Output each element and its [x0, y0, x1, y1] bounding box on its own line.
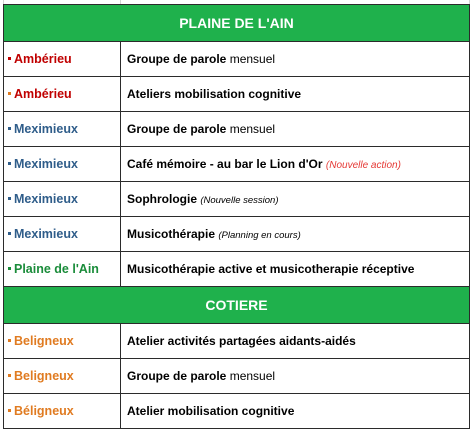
bullet-icon [8, 267, 11, 270]
program-table [3, 4, 470, 429]
bullet-icon [8, 197, 11, 200]
activity-name: Groupe de parole [127, 122, 227, 136]
table-row [4, 147, 470, 182]
table-row [4, 359, 470, 394]
location-name: Meximieux [14, 192, 78, 206]
bullet-icon [8, 162, 11, 165]
table-row [4, 77, 470, 112]
activity-note: (Planning en cours) [218, 230, 301, 241]
location-cell[interactable] [4, 112, 121, 147]
activity-cell[interactable] [121, 112, 470, 147]
location-cell[interactable] [4, 77, 121, 112]
table-row [4, 324, 470, 359]
activity-cell[interactable] [121, 359, 470, 394]
table-row [4, 394, 470, 429]
activity-cell[interactable] [121, 147, 470, 182]
location-cell[interactable] [4, 147, 121, 182]
location-name: Beligneux [14, 369, 74, 383]
activity-name: Sophrologie [127, 192, 197, 206]
location-name: Beligneux [14, 334, 74, 348]
activity-extra: mensuel [226, 369, 276, 383]
location-name: Ambérieu [14, 87, 72, 101]
activity-extra: mensuel [226, 52, 276, 66]
section-title[interactable]: COTIERE [4, 287, 470, 324]
activity-name: Groupe de parole [127, 52, 227, 66]
location-name: Béligneux [14, 404, 74, 418]
table-row [4, 112, 470, 147]
activity-name: Café mémoire - au bar le Lion d'Or [127, 157, 323, 171]
table-row [4, 42, 470, 77]
bullet-icon [8, 374, 11, 377]
location-name: Meximieux [14, 157, 78, 171]
activity-cell[interactable] [121, 394, 470, 429]
location-name: Plaine de l'Ain [14, 262, 99, 276]
bullet-icon [8, 57, 11, 60]
bullet-icon [8, 232, 11, 235]
table-row [4, 252, 470, 287]
location-cell[interactable] [4, 42, 121, 77]
activity-cell[interactable] [121, 217, 470, 252]
bullet-icon [8, 409, 11, 412]
section-header-row [4, 5, 470, 42]
activity-cell[interactable] [121, 42, 470, 77]
activity-name: Atelier mobilisation cognitive [127, 404, 295, 418]
location-cell[interactable] [4, 359, 121, 394]
location-cell[interactable] [4, 182, 121, 217]
location-name: Meximieux [14, 227, 78, 241]
activity-name: Atelier activités partagées aidants-aidés [127, 334, 356, 348]
bullet-icon [8, 339, 11, 342]
activity-name: Ateliers mobilisation cognitive [127, 87, 302, 101]
section-title[interactable]: PLAINE DE L'AIN [4, 5, 470, 42]
activity-cell[interactable] [121, 324, 470, 359]
activity-note: (Nouvelle action) [325, 160, 401, 171]
activity-note: (Nouvelle session) [200, 195, 279, 206]
location-name: Meximieux [14, 122, 78, 136]
activity-cell[interactable] [121, 77, 470, 112]
location-cell[interactable] [4, 217, 121, 252]
location-cell[interactable] [4, 394, 121, 429]
location-cell[interactable] [4, 252, 121, 287]
table-row [4, 182, 470, 217]
activity-cell[interactable] [121, 252, 470, 287]
table-row [4, 217, 470, 252]
section-header-row [4, 287, 470, 324]
activity-cell[interactable] [121, 182, 470, 217]
location-cell[interactable] [4, 324, 121, 359]
activity-name: Musicothérapie [127, 227, 216, 241]
activity-name: Groupe de parole [127, 369, 227, 383]
activity-extra: mensuel [226, 122, 276, 136]
bullet-icon [8, 127, 11, 130]
activity-name: Musicothérapie active et musicotherapie réceptive [127, 262, 415, 276]
bullet-icon [8, 92, 11, 95]
location-name: Ambérieu [14, 52, 72, 66]
